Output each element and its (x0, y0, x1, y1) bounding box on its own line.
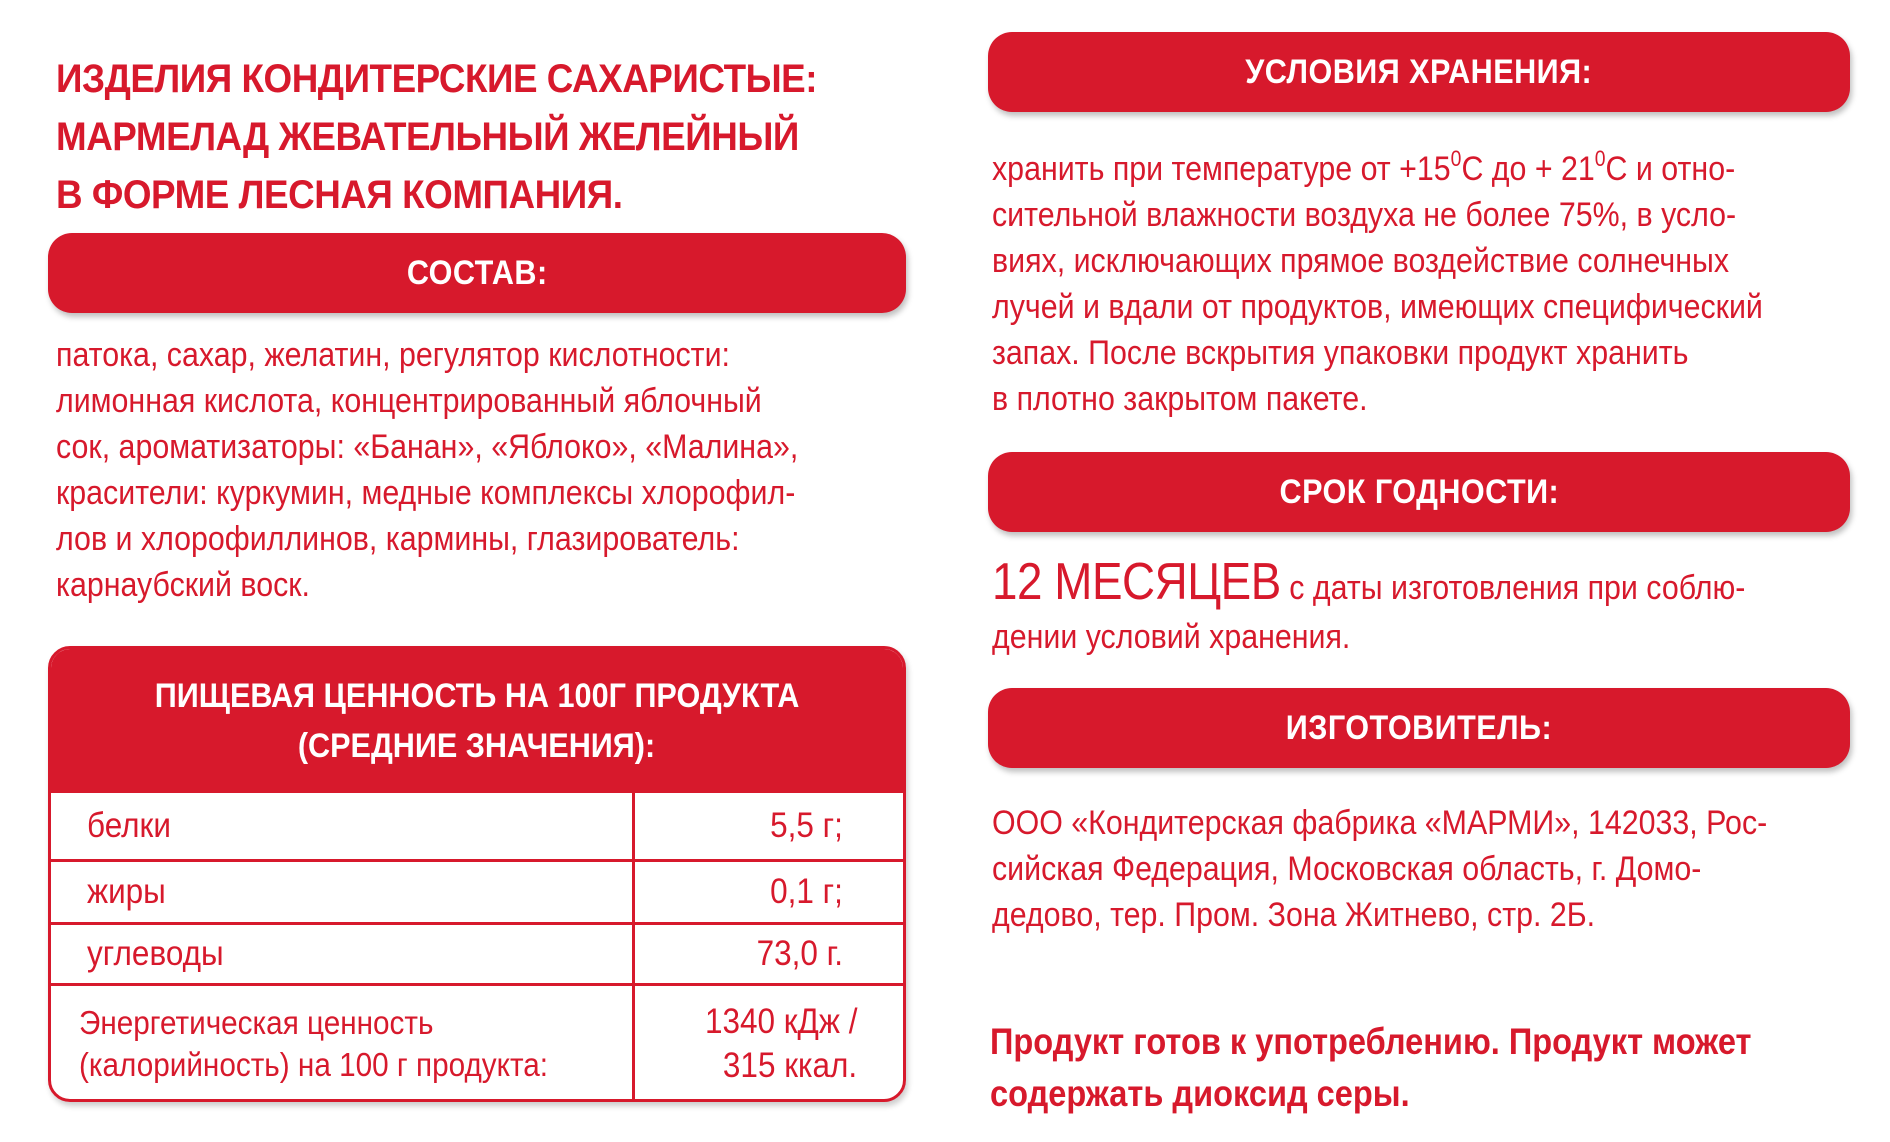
storage-line: лучей и вдали от продуктов, имеющих специфический (992, 288, 1763, 326)
composition-text (56, 332, 798, 608)
table-row (51, 922, 903, 983)
storage-line: сительной влажности воздуха не более 75%, в усло- (992, 196, 1737, 234)
product-title-line: В ФОРМЕ ЛЕСНАЯ КОМПАНИЯ. (56, 173, 623, 217)
nutrition-table (48, 646, 906, 1102)
nutrient-value: 5,5 г; (770, 806, 843, 845)
energy-label: (калорийность) на 100 г продукта: (79, 1046, 548, 1083)
nutrition-heading: ПИЩЕВАЯ ЦЕННОСТЬ НА 100Г ПРОДУКТА (154, 677, 800, 715)
composition-heading: СОСТАВ: (406, 253, 548, 292)
shelf-life-line: дении условий хранения. (992, 618, 1351, 656)
nutrition-subheading: (СРЕДНИЕ ЗНАЧЕНИЯ): (298, 727, 656, 765)
nutrition-header (51, 649, 903, 793)
composition-line: карнаубский воск. (56, 566, 310, 604)
composition-line: сок, ароматизаторы: «Банан», «Яблоко», «Малина», (56, 428, 799, 466)
storage-line: в плотно закрытом пакете. (992, 380, 1368, 418)
storage-line: виях, исключающих прямое воздействие солнечных (992, 242, 1730, 280)
storage-header (988, 32, 1850, 112)
consumption-warning (990, 1016, 1751, 1120)
manufacturer-line: ООО «Кондитерская фабрика «МАРМИ», 142033, Рос- (992, 804, 1768, 842)
warning-line: Продукт готов к употреблению. Продукт может (990, 1021, 1752, 1062)
storage-heading: УСЛОВИЯ ХРАНЕНИЯ: (1245, 52, 1593, 91)
product-title (56, 50, 847, 224)
shelf-life-period: 12 МЕСЯЦЕВ (992, 553, 1281, 611)
nutrient-value: 0,1 г; (770, 872, 843, 911)
manufacturer-heading: ИЗГОТОВИТЕЛЬ: (1285, 708, 1553, 747)
storage-text (992, 136, 1763, 422)
table-row (51, 859, 903, 922)
manufacturer-header (988, 688, 1850, 768)
composition-header (48, 233, 906, 313)
nutrient-name: углеводы (87, 934, 224, 973)
product-title-line: МАРМЕЛАД ЖЕВАТЕЛЬНЫЙ ЖЕЛЕЙНЫЙ (56, 115, 799, 159)
composition-line: красители: куркумин, медные комплексы хлорофил- (56, 474, 796, 512)
product-title-line: ИЗДЕЛИЯ КОНДИТЕРСКИЕ САХАРИСТЫЕ: (56, 57, 818, 101)
composition-line: лимонная кислота, концентрированный яблочный (56, 382, 762, 420)
warning-line: содержать диоксид серы. (990, 1073, 1410, 1114)
storage-line: запах. После вскрытия упаковки продукт хранить (992, 334, 1689, 372)
nutrient-name: жиры (87, 872, 166, 911)
nutrient-value: 73,0 г. (756, 934, 843, 973)
energy-label: Энергетическая ценность (79, 1004, 434, 1041)
manufacturer-line: сийская Федерация, Московская область, г. Домо- (992, 850, 1702, 888)
manufacturer-line: дедово, тер. Пром. Зона Житнево, стр. 2Б. (992, 896, 1596, 934)
table-row-energy (51, 983, 903, 1102)
table-row (51, 793, 903, 859)
nutrient-name: белки (87, 806, 171, 845)
composition-line: патока, сахар, желатин, регулятор кислотности: (56, 336, 730, 374)
storage-line: хранить при температуре от $+15^0С$ до + $21^0С$ и отно- (992, 146, 1736, 188)
composition-line: лов и хлорофиллинов, кармины, глазирователь: (56, 520, 740, 558)
energy-value: 1340 кДж / (704, 1002, 857, 1041)
shelf-life-line: 12 МЕСЯЦЕВ с даты изготовления при соблю- (992, 553, 1746, 611)
energy-value: 315 ккал. (722, 1046, 857, 1085)
manufacturer-text (992, 800, 1767, 938)
shelf-life-header (988, 452, 1850, 532)
shelf-life-text (992, 553, 1746, 660)
shelf-life-heading: СРОК ГОДНОСТИ: (1279, 472, 1559, 511)
